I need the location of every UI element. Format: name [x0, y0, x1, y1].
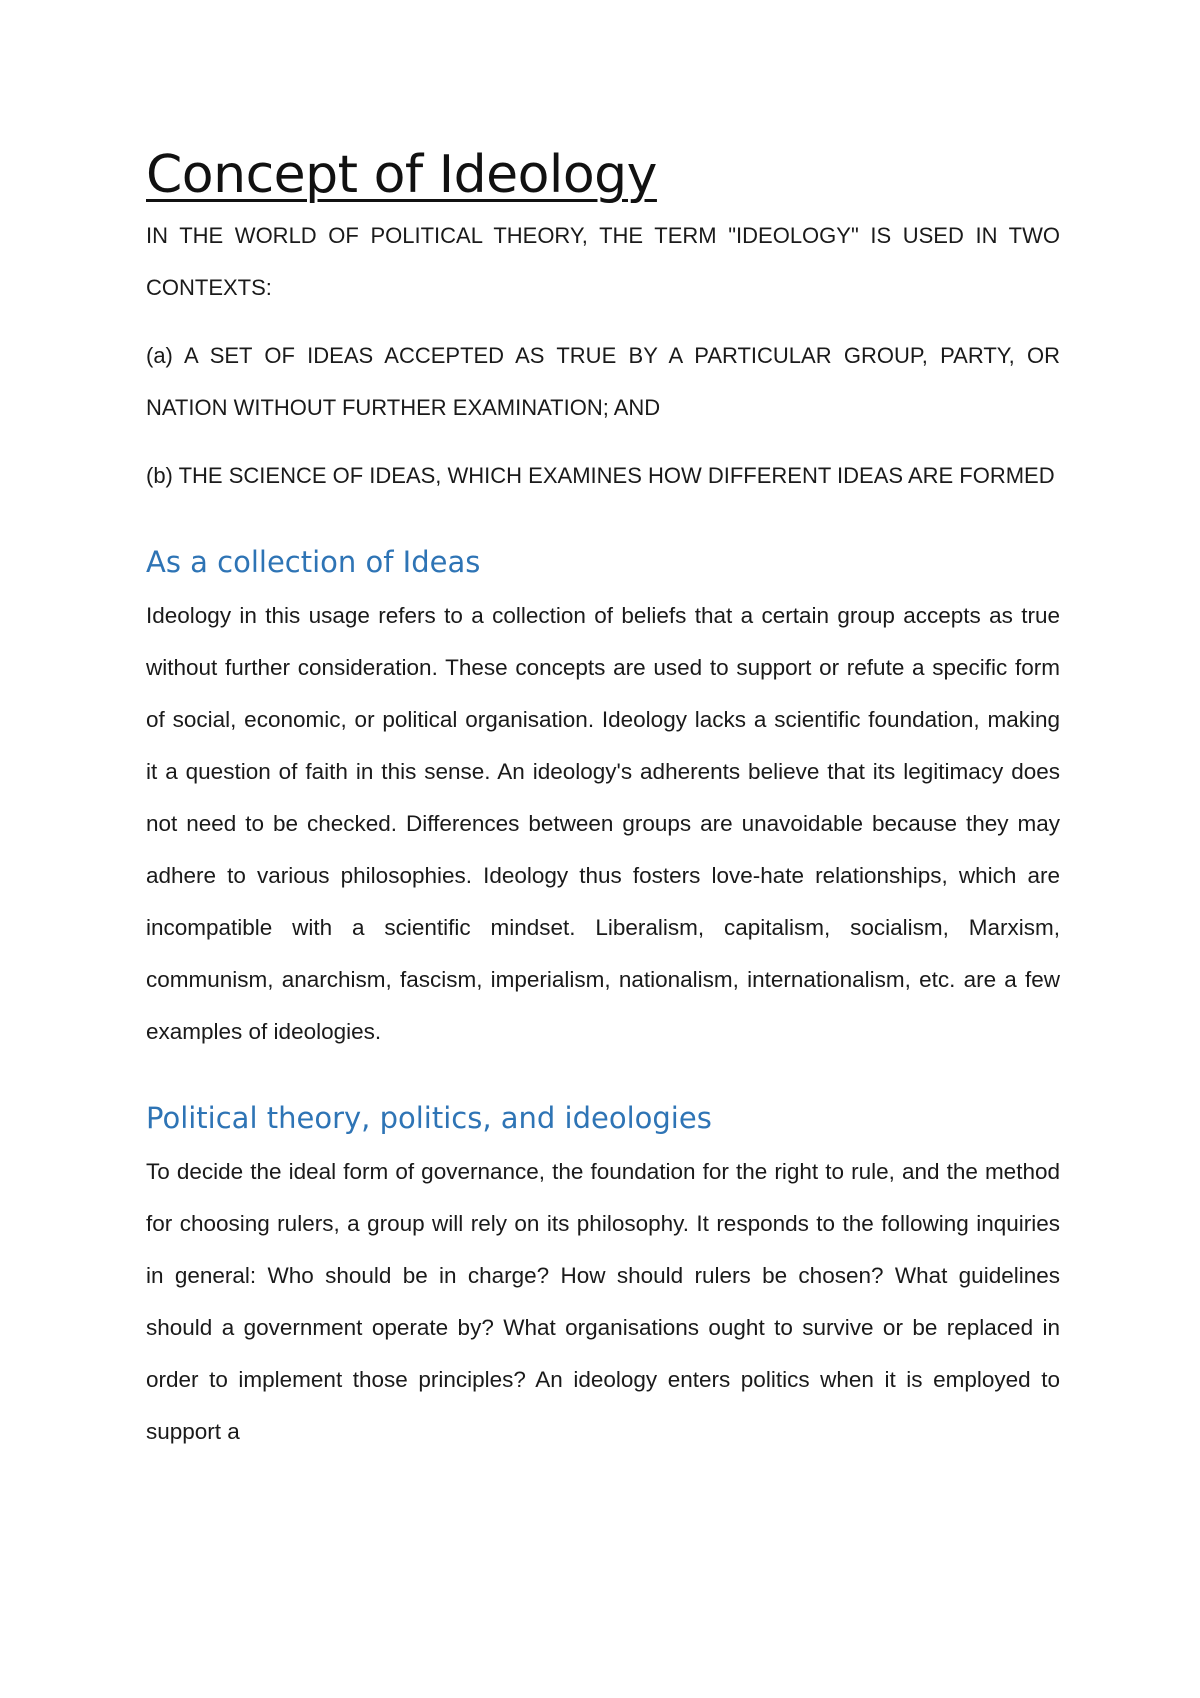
document-title: Concept of Ideology — [146, 145, 657, 205]
document-page — [146, 140, 1060, 1458]
section-body-political-theory: To decide the ideal form of governance, the foundation for the right to rule, and the method for choosing rulers, a group will rely on its philosophy. It responds to the following inquiries in general: Who should be in charge? How should rulers be chosen? What guidelines should a government operate by? What organisations ought to survive or be replaced in order to implement those principles? An ideology enters politics when it is employed to support a — [146, 1159, 1060, 1444]
section-body-collection-of-ideas: Ideology in this usage refers to a collection of beliefs that a certain group accepts as true without further consideration. These concepts are used to support or refute a specific form of social, economic, or political organisation. Ideology lacks a scientific foundation, making it a question of faith in this sense. An ideology's adherents believe that its legitimacy does not need to be checked. Differences between groups are unavoidable because they may adhere to various philosophies. Ideology thus fosters love-hate relationships, which are incompatible with a scientific mindset. Liberalism, capitalism, socialism, Marxism, communism, anarchism, fascism, imperialism, nationalism, internationalism, etc. are a few examples of ideologies. — [146, 603, 1060, 1044]
section-heading-political-theory: Political theory, politics, and ideologies — [146, 1101, 712, 1135]
section-heading-collection-of-ideas: As a collection of Ideas — [146, 545, 481, 579]
point-a-paragraph: (a) A SET OF IDEAS ACCEPTED AS TRUE BY A PARTICULAR GROUP, PARTY, OR NATION WITHOUT FURTHER EXAMINATION; AND — [146, 343, 1060, 420]
intro-paragraph: IN THE WORLD OF POLITICAL THEORY, THE TERM "IDEOLOGY" IS USED IN TWO CONTEXTS: — [146, 223, 1060, 300]
point-b-paragraph: (b) THE SCIENCE OF IDEAS, WHICH EXAMINES HOW DIFFERENT IDEAS ARE FORMED — [146, 463, 1055, 488]
